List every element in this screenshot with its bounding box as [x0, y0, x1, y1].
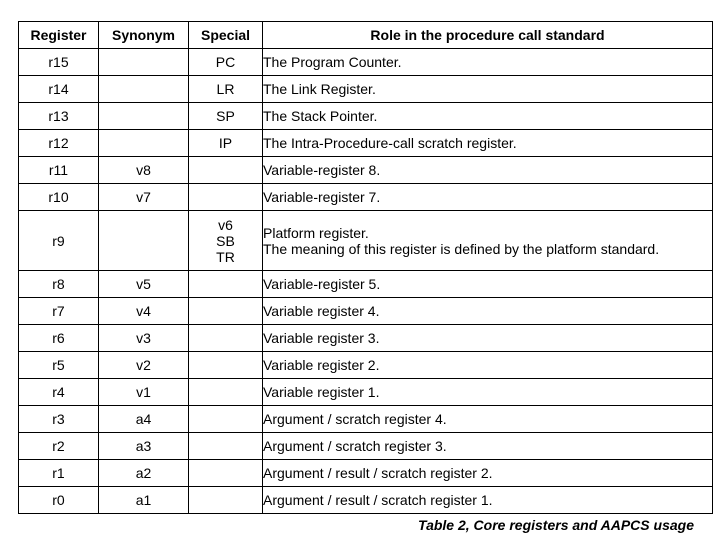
table-row — [19, 211, 713, 271]
table-row — [19, 76, 713, 103]
role-cell: The Intra-Procedure-call scratch register. — [263, 130, 713, 157]
register-cell: r11 — [19, 157, 99, 184]
role-cell: Argument / scratch register 4. — [263, 406, 713, 433]
role-cell — [263, 211, 713, 271]
synonym-cell: v4 — [99, 298, 189, 325]
synonym-cell — [99, 49, 189, 76]
synonym-cell: v8 — [99, 157, 189, 184]
table-row — [19, 298, 713, 325]
synonym-cell — [99, 130, 189, 157]
table-row — [19, 271, 713, 298]
table-row — [19, 103, 713, 130]
synonym-cell: v1 — [99, 379, 189, 406]
register-cell: r5 — [19, 352, 99, 379]
role-cell: Variable-register 7. — [263, 184, 713, 211]
special-cell: IP — [189, 130, 263, 157]
synonym-cell: v2 — [99, 352, 189, 379]
synonym-cell — [99, 103, 189, 130]
role-cell: The Program Counter. — [263, 49, 713, 76]
role-line: The meaning of this register is defined by the platform standard. — [263, 240, 660, 257]
synonym-cell — [99, 76, 189, 103]
table-row — [19, 49, 713, 76]
register-cell: r6 — [19, 325, 99, 352]
synonym-cell: v7 — [99, 184, 189, 211]
table-caption: Table 2, Core registers and AAPCS usage — [418, 517, 694, 533]
special-cell — [189, 379, 263, 406]
synonym-cell: v3 — [99, 325, 189, 352]
special-cell: SP — [189, 103, 263, 130]
synonym-cell: a4 — [99, 406, 189, 433]
register-cell: r13 — [19, 103, 99, 130]
register-cell: r12 — [19, 130, 99, 157]
role-cell: Variable register 1. — [263, 379, 713, 406]
synonym-cell: v5 — [99, 271, 189, 298]
synonym-cell: a1 — [99, 487, 189, 514]
table-row — [19, 325, 713, 352]
special-cell — [189, 406, 263, 433]
role-cell: Argument / scratch register 3. — [263, 433, 713, 460]
special-cell — [189, 298, 263, 325]
special-cell: PC — [189, 49, 263, 76]
role-cell: Variable-register 5. — [263, 271, 713, 298]
header-synonym: Synonym — [99, 22, 189, 49]
table-row — [19, 406, 713, 433]
special-cell — [189, 487, 263, 514]
role-cell: The Link Register. — [263, 76, 713, 103]
table-row — [19, 460, 713, 487]
synonym-cell: a2 — [99, 460, 189, 487]
role-cell: Variable register 4. — [263, 298, 713, 325]
register-cell: r10 — [19, 184, 99, 211]
role-cell: Variable-register 8. — [263, 157, 713, 184]
role-cell: Argument / result / scratch register 1. — [263, 487, 713, 514]
special-cell: LR — [189, 76, 263, 103]
register-cell: r9 — [19, 211, 99, 271]
register-cell: r2 — [19, 433, 99, 460]
role-cell: Variable register 3. — [263, 325, 713, 352]
table-header-row — [19, 22, 713, 49]
special-cell — [189, 460, 263, 487]
special-cell — [189, 211, 263, 271]
register-cell: r3 — [19, 406, 99, 433]
special-cell — [189, 352, 263, 379]
table-row — [19, 130, 713, 157]
register-cell: r1 — [19, 460, 99, 487]
special-alias: SB — [216, 232, 235, 249]
special-cell — [189, 325, 263, 352]
register-cell: r0 — [19, 487, 99, 514]
table-row — [19, 157, 713, 184]
role-cell: Argument / result / scratch register 2. — [263, 460, 713, 487]
header-role: Role in the procedure call standard — [263, 22, 713, 49]
role-line: Platform register. — [263, 224, 369, 241]
register-cell: r14 — [19, 76, 99, 103]
special-cell — [189, 184, 263, 211]
header-special: Special — [189, 22, 263, 49]
special-alias: v6 — [218, 216, 233, 233]
register-cell: r7 — [19, 298, 99, 325]
table-row — [19, 352, 713, 379]
register-cell: r8 — [19, 271, 99, 298]
special-cell — [189, 271, 263, 298]
table-row — [19, 433, 713, 460]
role-cell: Variable register 2. — [263, 352, 713, 379]
special-cell — [189, 433, 263, 460]
table-row — [19, 379, 713, 406]
core-registers-table — [18, 21, 713, 514]
special-cell — [189, 157, 263, 184]
header-register: Register — [19, 22, 99, 49]
synonym-cell: a3 — [99, 433, 189, 460]
register-cell: r15 — [19, 49, 99, 76]
synonym-cell — [99, 211, 189, 271]
register-cell: r4 — [19, 379, 99, 406]
table-row — [19, 487, 713, 514]
table-row — [19, 184, 713, 211]
role-cell: The Stack Pointer. — [263, 103, 713, 130]
special-alias: TR — [216, 248, 235, 265]
